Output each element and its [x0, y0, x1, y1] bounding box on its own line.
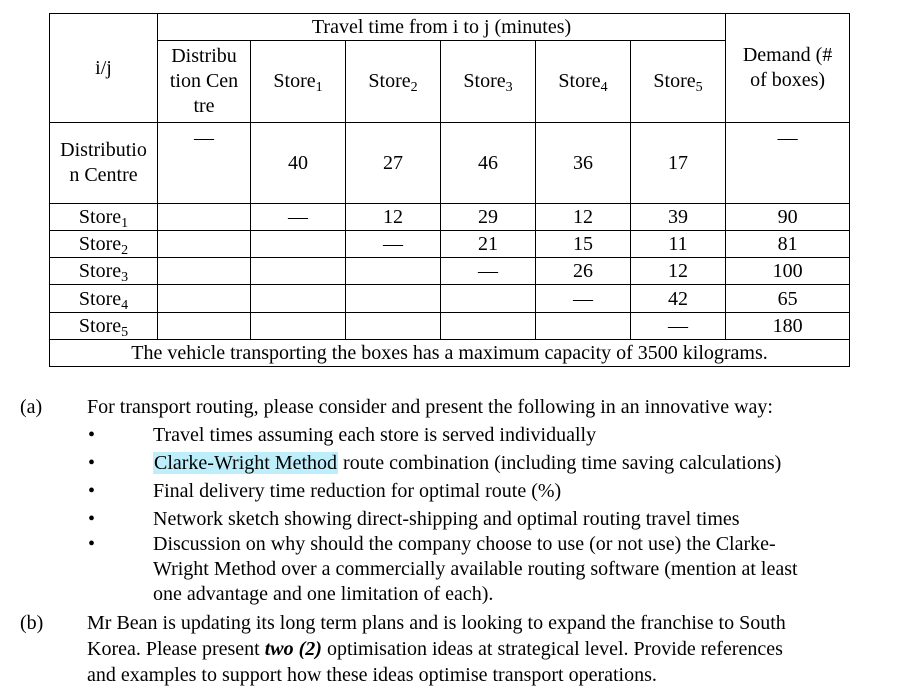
col-header-distribution-centre: Distribution Centre: [158, 41, 251, 122]
table-cell: —: [158, 122, 251, 203]
table-cell: 11: [631, 231, 726, 258]
col-header-store-5: Store$_5$: [631, 41, 726, 122]
col-header-store-2: Store$_2$: [346, 41, 441, 122]
part-b-line-2: Korea. Please present two (2) optimisation ideas at strategical level. Provide references: [87, 638, 783, 660]
table-cell: 40: [251, 122, 346, 203]
table-cell: 12: [631, 258, 726, 285]
table-cell: 36: [536, 122, 631, 203]
table-cell: —: [251, 204, 346, 231]
demand-header: Demand (# of boxes): [726, 14, 850, 123]
row-label: Distribution Centre: [50, 122, 158, 203]
capacity-note: The vehicle transporting the boxes has a maximum capacity of 3500 kilograms.: [50, 339, 850, 366]
corner-header: i/j: [50, 14, 158, 123]
table-cell: 42: [631, 285, 726, 312]
part-a-intro: For transport routing, please consider and present the following in an innovative way:: [87, 396, 773, 418]
row-label: Store$_3$: [50, 258, 158, 285]
two-ideas-emphasis: two (2): [264, 638, 322, 660]
table-cell: 81: [726, 231, 850, 258]
table-cell: 180: [726, 312, 850, 339]
table-cell: 100: [726, 258, 850, 285]
table-cell: 15: [536, 231, 631, 258]
bullet-icon: •: [88, 452, 96, 474]
table-cell: 65: [726, 285, 850, 312]
col-header-store-1: Store$_1$: [251, 41, 346, 122]
travel-time-header: Travel time from i to j (minutes): [158, 14, 726, 41]
bullet-clarke-wright: Clarke-Wright Method route combination (including time saving calculations): [154, 452, 782, 474]
bullet-icon: •: [88, 508, 96, 530]
row-label: Store$_1$: [50, 204, 158, 231]
row-label: Store$_4$: [50, 285, 158, 312]
table-cell: —: [536, 285, 631, 312]
bullet-icon: •: [88, 480, 96, 502]
table-cell: 90: [726, 204, 850, 231]
bullet-icon: •: [88, 424, 96, 446]
bullet-discussion-line-3: one advantage and one limitation of each).: [153, 583, 494, 605]
part-a-marker: (a): [20, 396, 43, 418]
clarke-wright-highlight: Clarke-Wright Method: [154, 452, 338, 474]
table-cell: 17: [631, 122, 726, 203]
bullet-time-reduction: Final delivery time reduction for optimal route (%): [153, 480, 562, 502]
table-cell: 21: [441, 231, 536, 258]
table-cell: 26: [536, 258, 631, 285]
table-cell: 12: [346, 204, 441, 231]
table-cell: 46: [441, 122, 536, 203]
table-cell: —: [441, 258, 536, 285]
bullet-discussion-line-1: Discussion on why should the company choose to use (or not use) the Clarke-: [153, 533, 776, 555]
table-cell: 29: [441, 204, 536, 231]
table-cell: —: [631, 312, 726, 339]
col-header-store-3: Store$_3$: [441, 41, 536, 122]
bullet-individual-service: Travel times assuming each store is served individually: [153, 424, 597, 446]
table-cell: —: [726, 122, 850, 203]
table-cell: —: [346, 231, 441, 258]
part-b-line-1: Mr Bean is updating its long term plans and is looking to expand the franchise to South: [87, 612, 786, 634]
row-label: Store$_5$: [50, 312, 158, 339]
table-cell: 27: [346, 122, 441, 203]
table-cell: 12: [536, 204, 631, 231]
row-label: Store$_2$: [50, 231, 158, 258]
table-cell: 39: [631, 204, 726, 231]
bullet-discussion-line-2: Wright Method over a commercially available routing software (mention at least: [153, 558, 798, 580]
bullet-network-sketch: Network sketch showing direct-shipping and optimal routing travel times: [153, 508, 740, 530]
part-b-marker: (b): [20, 612, 44, 634]
bullet-icon: •: [88, 533, 96, 555]
col-header-store-4: Store$_4$: [536, 41, 631, 122]
part-b-line-3: and examples to support how these ideas optimise transport operations.: [87, 664, 657, 686]
